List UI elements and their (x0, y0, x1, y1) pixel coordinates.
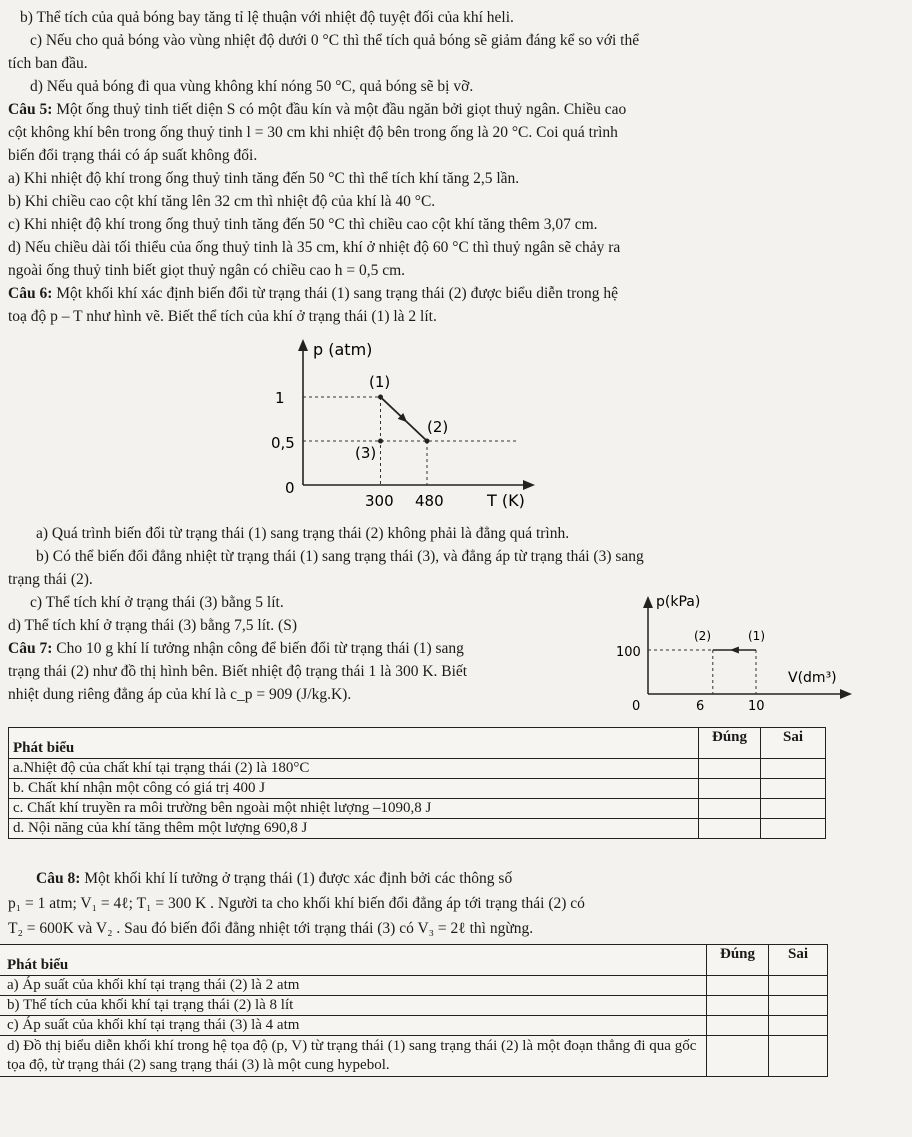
text-line: a) Quá trình biến đổi từ trạng thái (1) sang trạng thái (2) không phải là đẳng quá trình. (36, 525, 570, 542)
statement-cell: d) Đồ thị biểu diễn khối khí trong hệ tọa độ (p, V) từ trạng thái (1) sang trạng thái (2) là một đoạn thẳng đi qua gốc tọa độ, từ trạng thái (2) sang trạng thái (3) là một cung hypebol. (0, 1036, 707, 1077)
process-arrow (730, 647, 739, 654)
statement-cell: c. Chất khí truyền ra môi trường bên ngoài một nhiệt lượng –1090,8 J (9, 799, 699, 819)
state-2-label: (2) (694, 629, 711, 643)
question-label: Câu 6: (8, 285, 53, 302)
answer-table-q7 (8, 727, 826, 839)
question-7 (8, 639, 464, 658)
header-false: Sai (761, 728, 826, 759)
y-axis-arrow (298, 339, 308, 351)
text-line: trạng thái (2) như đồ thị hình bên. Biết nhiệt độ trạng thái 1 là 300 K. Biết (8, 663, 468, 680)
false-checkbox-cell[interactable] (761, 779, 826, 799)
question-5 (8, 100, 626, 119)
question-label: Câu 7: (8, 640, 53, 657)
table-header-row (0, 945, 828, 976)
false-checkbox-cell[interactable] (761, 759, 826, 779)
true-checkbox-cell[interactable] (707, 996, 769, 1016)
true-checkbox-cell[interactable] (699, 779, 761, 799)
y-axis-label: p(kPa) (656, 594, 701, 610)
true-checkbox-cell[interactable] (699, 819, 761, 839)
false-checkbox-cell[interactable] (769, 1016, 828, 1036)
question-label: Câu 5: (8, 101, 53, 118)
text-line: nhiệt dung riêng đẳng áp của khí là c_p = 909 (J/kg.K). (8, 686, 352, 703)
x-tick-label: 10 (748, 699, 765, 714)
pT-chart (255, 335, 545, 520)
text-line: ngoài ống thuỷ tinh biết giọt thuỷ ngân có chiều cao h = 0,5 cm. (8, 262, 406, 279)
state-2-label: (2) (427, 418, 449, 436)
true-checkbox-cell[interactable] (699, 799, 761, 819)
statement-cell: b. Chất khí nhận một công có giá trị 400 J (9, 779, 699, 799)
table-row (9, 759, 826, 779)
question-6 (8, 284, 618, 303)
text-line: b) Có thể biến đổi đẳng nhiệt từ trạng thái (1) sang trạng thái (3), và đẳng áp từ trạng thái (3) sang (36, 548, 644, 565)
x-axis-arrow (523, 480, 535, 490)
origin-label: 0 (632, 699, 641, 714)
text-line: c) Thể tích khí ở trạng thái (3) bằng 5 lít. (30, 594, 284, 611)
table-row (0, 976, 828, 996)
x-tick-label: 6 (696, 699, 705, 714)
x-axis-label: V(dm³) (788, 670, 837, 686)
text-line: a) Khi nhiệt độ khí trong ống thuỷ tinh tăng đến 50 °C thì thể tích khí tăng 2,5 lần. (8, 170, 520, 187)
table-row (0, 996, 828, 1016)
text-line: d) Nếu chiều dài tối thiểu của ống thuỷ tinh là 35 cm, khí ở nhiệt độ 60 °C thì thuỷ ngân sẽ chảy ra (8, 239, 621, 256)
y-tick-label: 100 (616, 645, 641, 660)
x-tick-label: 480 (415, 492, 444, 510)
text-line: tích ban đầu. (8, 55, 88, 72)
state-1-label: (1) (369, 373, 391, 391)
pT-chart-svg (255, 335, 545, 520)
false-checkbox-cell[interactable] (769, 976, 828, 996)
table-row (9, 799, 826, 819)
table-header-row (9, 728, 826, 759)
text-line: p₁ = 1 atm; V₁ = 4ℓ; T₁ = 300 K . Người ta cho khối khí biến đổi đẳng áp tới trạng thái (2) có (8, 895, 585, 912)
question-label: Câu 8: (36, 870, 81, 887)
statement-cell: b) Thể tích của khối khí tại trạng thái (2) là 8 lít (0, 996, 707, 1016)
false-checkbox-cell[interactable] (761, 819, 826, 839)
question-text: Một khối khí xác định biến đổi từ trạng thái (1) sang trạng thái (2) được biểu diễn trong hệ (52, 285, 619, 302)
text-line: c) Khi nhiệt độ khí trong ống thuỷ tinh tăng đến 50 °C thì chiều cao cột khí tăng thêm 3,07 cm. (8, 216, 598, 233)
text-line: toạ độ p – T như hình vẽ. Biết thể tích của khí ở trạng thái (1) là 2 lít. (8, 308, 437, 325)
state-1-label: (1) (748, 629, 765, 643)
header-false: Sai (769, 945, 828, 976)
text-line: b) Khi chiều cao cột khí tăng lên 32 cm thì nhiệt độ của khí là 40 °C. (8, 193, 436, 210)
question-8 (36, 869, 512, 888)
table-row (9, 819, 826, 839)
table-row (0, 1016, 828, 1036)
text-line: d) Thể tích khí ở trạng thái (3) bằng 7,5 lít. (S) (8, 617, 298, 634)
pV-chart-svg (610, 588, 900, 718)
true-checkbox-cell[interactable] (707, 976, 769, 996)
text-line: T₂ = 600K và V₂ . Sau đó biến đổi đẳng nhiệt tới trạng thái (3) có V₃ = 2ℓ thì ngừng. (8, 920, 534, 937)
false-checkbox-cell[interactable] (761, 799, 826, 819)
text-line: d) Nếu quả bóng đi qua vùng không khí nóng 50 °C, quả bóng sẽ bị vỡ. (30, 78, 474, 95)
x-axis-arrow (840, 689, 852, 699)
y-tick-label: 1 (275, 389, 285, 407)
y-tick-label: 0,5 (271, 434, 295, 452)
origin-label: 0 (285, 479, 295, 497)
x-axis-label: T (K) (487, 491, 525, 510)
y-axis-label: p (atm) (313, 340, 373, 359)
state-3-label: (3) (355, 444, 377, 462)
header-statement: Phát biểu (0, 945, 707, 976)
question-text: Một ống thuỷ tinh tiết diện S có một đầu kín và một đầu ngăn bởi giọt thuỷ ngân. Chiều cao (52, 101, 627, 118)
text-line: biến đổi trạng thái có áp suất không đổi. (8, 147, 258, 164)
state-1-point (378, 395, 383, 400)
state-3-point (378, 439, 383, 444)
statement-cell: c) Áp suất của khối khí tại trạng thái (3) là 4 atm (0, 1016, 707, 1036)
true-checkbox-cell[interactable] (699, 759, 761, 779)
statement-cell: a) Áp suất của khối khí tại trạng thái (2) là 2 atm (0, 976, 707, 996)
false-checkbox-cell[interactable] (769, 996, 828, 1016)
question-text: Một khối khí lí tưởng ở trạng thái (1) được xác định bởi các thông số (80, 870, 513, 887)
table-row (0, 1036, 828, 1077)
text-line: cột không khí bên trong ống thuỷ tinh l = 30 cm khi nhiệt độ bên trong ống là 20 °C. Coi quá trình (8, 124, 618, 141)
y-axis-arrow (643, 596, 653, 608)
statement-cell: a.Nhiệt độ của chất khí tại trạng thái (2) là 180°C (9, 759, 699, 779)
state-2-point (425, 439, 430, 444)
text-line: b) Thể tích của quả bóng bay tăng tỉ lệ thuận với nhiệt độ tuyệt đối của khí heli. (20, 9, 514, 26)
header-true: Đúng (707, 945, 769, 976)
text-line: c) Nếu cho quả bóng vào vùng nhiệt độ dưới 0 °C thì thể tích quả bóng sẽ giảm đáng kể so với thể (30, 32, 640, 49)
header-statement: Phát biểu (9, 728, 699, 759)
false-checkbox-cell[interactable] (769, 1036, 828, 1077)
header-true: Đúng (699, 728, 761, 759)
x-tick-label: 300 (365, 492, 394, 510)
true-checkbox-cell[interactable] (707, 1016, 769, 1036)
text-line: trạng thái (2). (8, 571, 93, 588)
true-checkbox-cell[interactable] (707, 1036, 769, 1077)
answer-table-q8 (0, 944, 828, 1077)
question-text: Cho 10 g khí lí tưởng nhận công để biến đổi từ trạng thái (1) sang (52, 640, 464, 657)
pV-chart (610, 588, 900, 718)
statement-cell: d. Nội năng của khí tăng thêm một lượng 690,8 J (9, 819, 699, 839)
table-row (9, 779, 826, 799)
